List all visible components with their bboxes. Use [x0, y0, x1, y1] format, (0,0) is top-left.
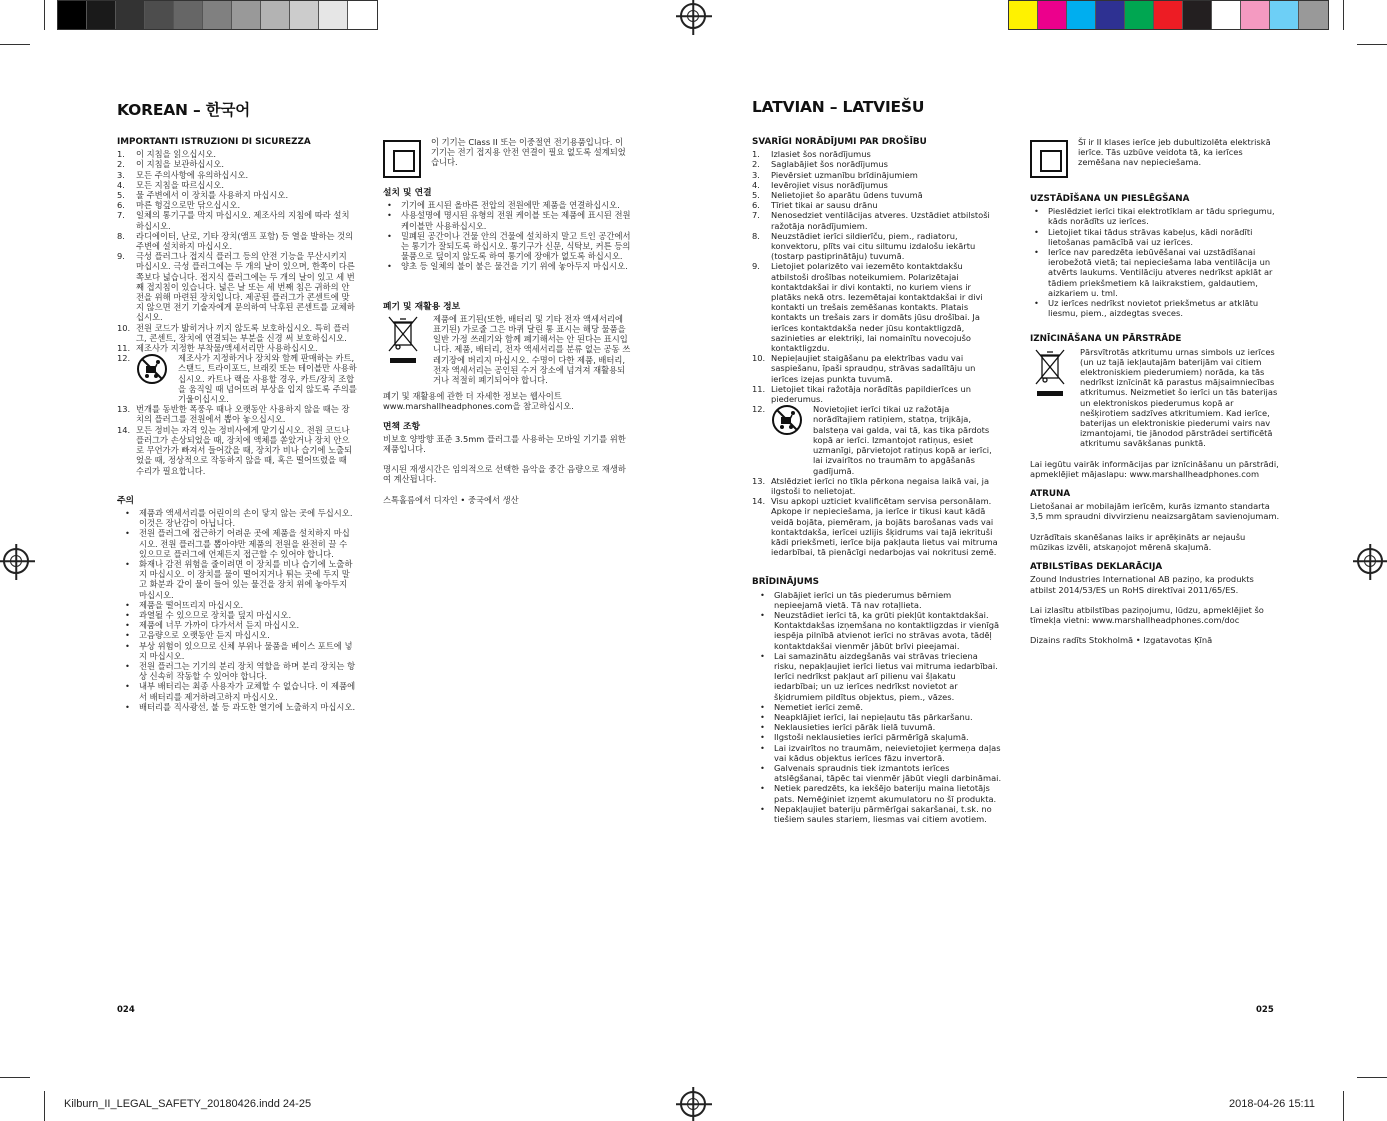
list-item [752, 159, 1002, 169]
list-number: 4. [752, 179, 760, 190]
latvian-install-list [1030, 206, 1280, 318]
list-text: Galvenais spraudnis tiek izmantots ierīces atslēgšanai, tāpēc tai vienmēr jābūt viegli darbināmai. [774, 762, 1002, 784]
list-text: Lietojiet tikai tādus strāvas kabeļus, kādi norādīti lietošanas pamācībā vai uz ierīces. [1048, 226, 1253, 247]
korean-disposal-title: 폐기 및 재활용 정보 [383, 301, 461, 312]
bullet-icon: • [125, 660, 130, 671]
color-swatch [1270, 1, 1299, 29]
list-item [125, 600, 357, 610]
crop-mark [44, 0, 45, 30]
color-swatch [319, 1, 348, 29]
latvian-column-2 [1030, 137, 1280, 645]
list-text: 제품과 액세서리를 어린이의 손이 닿지 않는 곳에 두십시오. 이것은 장난감이 아닙니다. [139, 507, 353, 529]
list-text: Nelietojiet šo aparātu ūdens tuvumā [771, 190, 923, 201]
crop-mark [44, 1091, 45, 1121]
list-text: Nepakļaujiet bateriju pārmērīgai sakaršanai, t.sk. no tiešiem saules stariem, liesmas vai citiem avotiem. [774, 803, 992, 824]
korean-disposal-block [383, 314, 633, 385]
bullet-icon: • [760, 732, 765, 743]
list-text: 화재나 감전 위험을 줄이려면 이 장치를 비나 습기에 노출하지 마십시오. 이 장치를 물이 떨어지거나 튀는 곳에 두지 말고 화분과 같이 물이 들어 있는 물건을 장치 위에 놓아두지 마십시오. [139, 558, 353, 600]
bullet-icon: • [760, 783, 765, 794]
korean-safety-list [117, 149, 357, 476]
list-text: Saglabājiet šos norādījumus [771, 159, 888, 170]
cart-tip-over-warning-icon [136, 353, 168, 385]
list-text: 물 주변에서 이 장치를 사용하지 마십시오. [136, 190, 289, 201]
class-ii-double-insulation-icon [1030, 140, 1068, 178]
list-text: Netiek paredzēts, ka iekšējo bateriju maina lietotājs pats. Nemēģiniet izņemt akumulatoru no šī produkta. [774, 783, 997, 804]
list-number: 1. [117, 149, 125, 160]
bullet-icon: • [387, 200, 392, 211]
list-text: 모든 지침을 따르십시오. [136, 179, 225, 190]
crop-mark [1357, 44, 1387, 45]
list-item [752, 476, 1002, 496]
bullet-icon: • [125, 701, 130, 712]
list-text: 제조사가 지정한 부착물/액세서리만 사용하십시오. [136, 343, 318, 354]
korean-safety-title: IMPORTANTI ISTRUZIONI DI SICUREZZA [117, 137, 311, 147]
list-text: 극성 플러그나 접지식 플러그 등의 안전 기능을 무산시키지 마십시오. 극성 플러그에는 두 개의 날이 있으며, 한쪽이 다른 쪽보다 넓습니다. 접지식 플러그에는 두 개의 날이 있고 세 번째 접지침이 있습니다. 넓은 날 또는 세 번째 침은 귀하의 안전을 위해 마련된 장치입니다. 제공된 플러그가 콘센트에 맞지 않으면 전기 기술자에게 문의하여 낙후된 콘센트를 교체하십시오. [136, 251, 355, 323]
list-number: 1. [752, 149, 760, 160]
bullet-icon: • [760, 589, 765, 600]
bullet-icon: • [1034, 206, 1039, 217]
list-item [760, 651, 1002, 702]
list-item [1034, 298, 1280, 318]
latvian-disclaimer-title: ATRUNA [1030, 489, 1071, 500]
list-number: 9. [752, 261, 760, 272]
crop-mark [0, 44, 30, 45]
list-item [752, 190, 1002, 200]
bullet-icon: • [125, 620, 130, 631]
list-text: Tīriet tikai ar sausu drānu [771, 200, 878, 211]
korean-disclaimer-text2: 명시된 재생시간은 임의적으로 선택한 음악을 중간 음량으로 재생하여 계산됩니다. [383, 464, 626, 485]
list-number: 8. [752, 230, 760, 241]
list-item [752, 384, 1002, 404]
list-item [125, 681, 357, 701]
list-item [387, 231, 633, 262]
bullet-icon: • [125, 599, 130, 610]
list-item [760, 590, 1002, 610]
korean-column-1 [117, 137, 357, 712]
latvian-safety-title: SVARĪGI NORĀDĪJUMI PAR DROŠĪBU [752, 137, 927, 147]
crop-mark [1343, 0, 1344, 30]
bullet-icon: • [760, 742, 765, 753]
bullet-icon: • [125, 640, 130, 651]
list-item [125, 630, 357, 640]
registration-mark-top-icon [680, 3, 706, 29]
list-item [752, 149, 1002, 159]
list-item [1034, 206, 1280, 226]
list-text: Ierīce nav paredzēta iebūvēšanai vai uzstādīšanai ierobežotā vietā; tai nepieciešama laba ventilācija un atvērts laukums. Ventilāciju atveres nedrīkst apklāt ar tādiem priekšmetiem kā laikrakstiem, galdautiem, aizkariem u. tml. [1048, 247, 1273, 298]
list-item [117, 231, 357, 251]
crossed-out-bin-icon [383, 314, 423, 363]
list-text: 기기에 표시된 올바른 전압의 전원에만 제품을 연결하십시오. [401, 200, 620, 211]
list-item [752, 231, 1002, 262]
list-number: 11. [752, 383, 766, 394]
color-swatch [1299, 1, 1328, 29]
latvian-page-number: 025 [1256, 1005, 1274, 1015]
list-item [125, 610, 357, 620]
list-number: 3. [117, 169, 125, 180]
list-text: 고음량으로 오랫동안 듣지 마십시오. [139, 630, 270, 641]
list-text: Pieslēdziet ierīci tikai elektrotīklam ar tādu spriegumu, kāds norādīts uz ierīces. [1048, 206, 1275, 227]
bullet-icon: • [125, 609, 130, 620]
bullet-icon: • [1034, 247, 1039, 258]
list-item [125, 559, 357, 600]
color-swatch [290, 1, 319, 29]
color-swatch [1125, 1, 1154, 29]
list-item [760, 610, 1002, 651]
list-item [760, 702, 1002, 712]
latvian-disposal-more: Lai iegūtu vairāk informācijas par iznīcināšanu un pārstrādi, apmeklējiet mājaslapu: www.marshallheadphones.com [1030, 458, 1279, 479]
list-text: Lai izvairītos no traumām, neievietojiet ķermeņa daļas vai kādus objektus ierīces fāzu invertorā. [774, 742, 1001, 763]
korean-install-list [383, 200, 633, 271]
list-text: Novietojiet ierīci tikai uz ražotāja norādītajiem ratiņiem, statņa, trijkāja, balsteņa vai galda, vai tā, kas tika pārdots kopā ar ierīci. Izmantojot ratiņus, esiet uzmanīgi, pārvietojot ratiņus kopā ar ierīci, lai izvairītos no traumām to apgāšanās gadījumā. [813, 404, 992, 476]
list-text: Neklausieties ierīci pārāk lielā tuvumā. [774, 722, 936, 733]
list-text: Neapklājiet ierīci, lai nepieļautu tās pārkaršanu. [774, 711, 973, 722]
latvian-conformity-title: ATBILSTĪBAS DEKLARĀCIJA [1030, 562, 1163, 573]
color-swatch [58, 1, 87, 29]
list-item [125, 620, 357, 630]
list-number: 11. [117, 343, 131, 354]
latvian-warnings-title: BRĪDINĀJUMS [752, 577, 820, 588]
list-item [117, 425, 357, 476]
korean-caution-list [117, 508, 357, 712]
list-text: 과열될 수 있으므로 장치를 덮지 마십시오. [139, 609, 292, 620]
color-swatch [203, 1, 232, 29]
list-number: 13. [752, 475, 766, 486]
crop-mark [1343, 1091, 1344, 1121]
list-item [752, 180, 1002, 190]
cart-tip-over-warning-icon [771, 404, 803, 436]
list-text: Atslēdziet ierīci no tīkla pērkona negaisa laikā vai, ja ilgstoši to nelietojat. [771, 475, 990, 496]
korean-disclaimer-text1: 비보호 양방향 표준 3.5mm 플러그를 사용하는 모바일 기기를 위한 제품입니다. [383, 433, 626, 455]
list-text: 이 지침을 읽으십시오. [136, 149, 217, 160]
latvian-disposal-block [1030, 347, 1280, 449]
latvian-class2-text: Šī ir II klases ierīce jeb dubultizolēta elektriskā ierīce. Tās uzbūve veidota tā, ka ierīces zemēšana nav nepieciešama. [1078, 137, 1271, 168]
korean-column-2 [383, 137, 633, 505]
list-item [760, 712, 1002, 722]
bullet-icon: • [125, 681, 130, 692]
list-item [125, 661, 357, 681]
color-swatch [87, 1, 116, 29]
list-item [387, 210, 633, 230]
list-text: Izlasiet šos norādījumus [771, 149, 871, 160]
bullet-icon: • [125, 528, 130, 539]
latvian-disclaimer-text2: Uzrādītais skanēšanas laiks ir aprēķināts ar nejaušu mūzikas izvēli, atskaņojot mērenā skaļumā. [1030, 531, 1246, 552]
bullet-icon: • [125, 558, 130, 569]
korean-class2-text: 이 기기는 Class II 또는 이중절연 전기용품입니다. 이 기기는 전기 접지용 안전 연결이 필요 없도록 설계되었습니다. [431, 137, 626, 168]
list-text: Lai samazinātu aizdegšanās vai strāvas trieciena risku, nepakļaujiet ierīci lietus vai mitruma iedarbībai. Ierīci nedrīkst pakļaut arī pilienu vai šļakatu iedarbībai; un uz ierīces nedrīkst novietot ar šķidrumiem pildītus objektus, piem., vāzes. [774, 650, 998, 702]
korean-install-title: 설치 및 연결 [383, 188, 432, 198]
korean-page-title: KOREAN – 한국어 [117, 101, 251, 119]
list-number: 9. [117, 251, 125, 262]
list-text: 양초 등 일체의 불이 붙은 물건을 기기 위에 놓아두지 마십시오. [401, 261, 628, 272]
list-number: 8. [117, 230, 125, 241]
list-text: 부상 위험이 있으므로 신체 부위나 물품을 베이스 포트에 넣지 마십시오. [139, 640, 353, 661]
list-text: 일체의 통기구를 막지 마십시오. 제조사의 지침에 따라 설치하십시오. [136, 210, 350, 231]
bullet-icon: • [760, 609, 765, 620]
list-text: 번개를 동반한 폭풍우 때나 오랫동안 사용하지 않을 때는 장치의 플러그를 전원에서 뽑아 놓으십시오. [136, 404, 350, 425]
crossed-out-bin-icon [1030, 347, 1070, 396]
color-swatch [1009, 1, 1038, 29]
list-item [117, 343, 357, 353]
list-item [752, 261, 1002, 353]
list-item [117, 159, 357, 169]
list-item [387, 200, 633, 210]
list-item [117, 404, 357, 424]
list-text: 배터리를 직사광선, 불 등 과도한 열기에 노출하지 마십시오. [139, 701, 356, 712]
latvian-install-title: UZSTĀDĪŠANA UN PIESLĒGŠANA [1030, 194, 1190, 204]
list-item [752, 496, 1002, 557]
list-number: 2. [752, 159, 760, 170]
list-item [117, 353, 357, 404]
color-swatch [261, 1, 290, 29]
list-text: Glabājiet ierīci un tās piederumus bērniem nepieejamā vietā. Tā nav rotaļlieta. [774, 589, 952, 610]
list-item [117, 180, 357, 190]
list-number: 6. [117, 200, 125, 211]
list-item [752, 404, 1002, 475]
latvian-page-title: LATVIAN – LATVIEŠU [752, 98, 925, 116]
list-text: Uz ierīces nedrīkst novietot priekšmetus ar atklātu liesmu, piem., aizdegtas sveces. [1048, 298, 1259, 319]
korean-disposal-more: 폐기 및 재활용에 관한 더 자세한 정보는 웹사이트 www.marshallheadphones.com을 참고하십시오. [383, 391, 574, 412]
list-item [117, 149, 357, 159]
list-text: 전원 코드가 밟히거나 끼지 않도록 보호하십시오. 특히 플러그, 콘센트, 장치에 연결되는 부분을 신경 써 보호하십시오. [136, 322, 350, 343]
bullet-icon: • [760, 650, 765, 661]
latvian-disposal-text: Pārsvītrotās atkritumu urnas simbols uz ierīces (un uz tajā iekļautajām baterijām vai citiem elektroniskiem piederumiem) norāda, ka tās nedrīkst iznīcināt kā parastus mājsaimniecības atkritumus. Neizmetiet šo ierīci un tās baterijas un elektroniskos piederumus kopā ar nešķirotiem sadzīves atkritumiem. Kad ierīce, baterijas un elektroniskie piederumi vairs nav izmantojami, tie jānodod pārstrādei sertificētā atkritumu savākšanas punktā. [1080, 346, 1278, 449]
list-number: 10. [752, 353, 766, 364]
korean-disclaimer-title: 면책 조항 [383, 421, 421, 432]
bullet-icon: • [387, 261, 392, 272]
latvian-design-origin: Dizains radīts Stokholmā • Izgatavotas Ķīnā [1030, 635, 1213, 646]
korean-design-origin: 스톡홀름에서 디자인 • 중국에서 생산 [383, 494, 519, 505]
list-number: 10. [117, 322, 131, 333]
list-text: Nemetiet ierīci zemē. [774, 701, 863, 712]
korean-disposal-text: 제품에 표기된(또한, 배터리 및 기타 전자 액세서리에 표기된) 가로줄 그은 바퀴 달린 통 표시는 해당 물품을 일반 가정 쓰레기와 함께 폐기해서는 안 된다는 표시입니다. 제품, 배터리, 전자 액세서리를 분류 없는 공동 쓰레기장에 버리지 마십시오. 수명이 다한 제품, 배터리, 전자 액세서리는 공인된 수거 장소에 넘겨져 재활용되거나 적절히 폐기되어야 합니다. [433, 313, 631, 386]
list-number: 6. [752, 200, 760, 211]
korean-class2-block [383, 137, 633, 178]
list-number: 12. [752, 404, 766, 415]
list-text: Neuzstādiet ierīci tā, ka grūti piekļūt kontaktdakšai. Kontaktdakšas izņemšana no kontaktligzdas ir vienīgā iespēja pilnībā atvienot ierīci no strāvas avota, tādēļ kontaktdakšai vienmēr jābūt brīvi pieejamai. [774, 609, 1000, 651]
list-text: 전원 플러그에 접근하기 어려운 곳에 제품을 설치하지 마십시오. 전원 플러그를 뽑아야만 제품의 전원을 완전히 끌 수 있으므로 플러그에 언제든지 접근할 수 있어야 합니다. [139, 528, 350, 559]
list-item [760, 722, 1002, 732]
list-number: 12. [117, 353, 131, 364]
print-timestamp: 2018-04-26 15:11 [1229, 1098, 1316, 1110]
registration-mark-right-icon [1357, 548, 1383, 574]
latvian-safety-list [752, 149, 1002, 557]
list-item [752, 210, 1002, 230]
list-text: 사용설명에 명시된 유형의 전원 케이블 또는 제품에 표시된 전원 케이블만 사용하십시오. [401, 210, 631, 231]
list-text: 이 지침을 보관하십시오. [136, 159, 225, 170]
list-text: 모든 정비는 자격 있는 정비사에게 맡기십시오. 전원 코드나 플러그가 손상되었을 때, 장치에 액체를 쏟았거나 장치 안으로 무언가가 빠져서 들어갔을 때, 장치가 비나 습기에 노출되었을 때, 정상적으로 작동하지 않을 때, 혹은 떨어뜨렸을 때 수리가 필요합니다. [136, 424, 353, 476]
list-text: 제조사가 지정하거나 장치와 함께 판매하는 카트, 스탠드, 트라이포드, 브래킷 또는 테이블만 사용하십시오. 카트나 랙을 사용할 경우, 카트/장치 조합을 움직일 때 넘어뜨려 부상을 입지 않도록 주의를 기울이십시오. [178, 353, 357, 405]
bullet-icon: • [760, 701, 765, 712]
color-swatch [1183, 1, 1212, 29]
list-text: 전원 플러그는 기기의 분리 장치 역할을 하며 분리 장치는 항상 신속히 작동할 수 있어야 합니다. [139, 660, 356, 682]
color-swatch [145, 1, 174, 29]
list-number: 14. [117, 424, 131, 435]
list-item [1034, 227, 1280, 247]
list-text: 밀폐된 공간이나 건물 안의 건물에 설치하지 말고 트인 공간에서는 통기가 잘되도록 하십시오. 통기구가 신문, 식탁보, 커튼 등의 물품으로 덮이지 않도록 하여 통기에 장애가 없도록 하십시오. [401, 230, 631, 262]
list-item [752, 170, 1002, 180]
latvian-disposal-title: IZNĪCINĀŠANA UN PĀRSTRĀDE [1030, 334, 1182, 345]
list-text: 제품에 너무 가까이 다가서서 듣지 마십시오. [139, 620, 300, 631]
list-number: 7. [752, 210, 760, 221]
list-item [1034, 247, 1280, 298]
color-swatch [348, 1, 377, 29]
list-number: 3. [752, 169, 760, 180]
korean-page-number: 024 [117, 1005, 135, 1015]
indd-file-slug: Kilburn_II_LEGAL_SAFETY_20180426.indd 24-25 [64, 1098, 312, 1110]
list-item [117, 170, 357, 180]
list-text: 제품을 떨어뜨리지 마십시오. [139, 599, 244, 610]
list-text: Nenosedziet ventilācijas atveres. Uzstādiet atbilstoši ražotāja norādījumiem. [771, 210, 990, 231]
list-item [752, 353, 1002, 384]
color-swatch [116, 1, 145, 29]
latvian-warnings-list [752, 590, 1002, 825]
list-number: 14. [752, 496, 766, 507]
color-swatch [1154, 1, 1183, 29]
registration-mark-left-icon [3, 548, 29, 574]
list-item [117, 251, 357, 322]
bullet-icon: • [1034, 226, 1039, 237]
list-item [125, 641, 357, 661]
bullet-icon: • [125, 630, 130, 641]
bullet-icon: • [1034, 298, 1039, 309]
list-number: 2. [117, 159, 125, 170]
latvian-disclaimer-text1: Lietošanai ar mobilajām ierīcēm, kurās izmanto standarta 3,5 mm spraudni divvirzienu neaizsargātam savienojumam. [1030, 501, 1280, 522]
list-number: 13. [117, 404, 131, 415]
latvian-conformity-text1: Zound Industries International AB paziņo, ka produkts atbilst 2014/53/ES un RoHS direktīvai 2011/65/ES. [1030, 574, 1254, 595]
list-item [117, 190, 357, 200]
list-item [125, 508, 357, 528]
list-item [117, 200, 357, 210]
registration-mark-bottom-icon [680, 1091, 706, 1117]
latvian-conformity-text2: Lai izlasītu atbilstības paziņojumu, lūdzu, apmeklējiet šo tīmekļa vietni: www.marshallheadphones.com/doc [1030, 604, 1264, 625]
list-text: Visu apkopi uzticiet kvalificētam servisa personālam. Apkope ir nepieciešama, ja ierīce ir tikusi kaut kādā veidā bojāta, piemēram, ja bojāts barošanas vads vai kontaktdakša, ierīcei uzlijis šķidrums vai tajā iekrituši kādi priekšmeti, ierīce bija pakļauta lietus vai mitruma iedarbībai, tā pienācīgi nedarbojas vai nokritusi zemē. [771, 496, 998, 558]
color-swatch [174, 1, 203, 29]
latvian-class2-block [1030, 137, 1280, 178]
list-text: Nepieļaujiet staigāšanu pa elektrības vadu vai saspiešanu, īpaši spraudņu, strāvas sadalītāju un ierīces izejas punkta tuvumā. [771, 353, 976, 384]
list-item [387, 261, 633, 271]
bullet-icon: • [760, 722, 765, 733]
list-text: Lietojiet polarizēto vai iezemēto kontaktdakšu atbilstoši drošības noteikumiem. Polarizētajai kontaktdakšai ir divi kontakti, no kuriem viens ir platāks nekā otrs. Iezemētajai kontaktdakšai ir divi kontakti un trešais zemēšanas kontakts. Platais kontakts un trešais zars ir domāts jūsu drošībai. Ja ierīces kontaktdakša neder jūsu kontaktligzdā, sazinieties ar elektriķi, lai nomainītu novecojušo kontaktligzdu. [771, 261, 983, 354]
list-item [760, 732, 1002, 742]
list-item [752, 200, 1002, 210]
color-swatch [1067, 1, 1096, 29]
list-text: Ilgstoši neklausieties ierīci pārmērīgā skaļumā. [774, 732, 969, 743]
crop-mark [1357, 1077, 1387, 1078]
color-swatch [232, 1, 261, 29]
list-number: 4. [117, 179, 125, 190]
bullet-icon: • [760, 711, 765, 722]
list-item [760, 783, 1002, 803]
list-text: Lietojiet tikai ražotāja norādītās papildierīces un piederumus. [771, 383, 971, 405]
grayscale-color-bar [57, 0, 378, 30]
class-ii-double-insulation-icon [383, 140, 421, 178]
color-swatch [1038, 1, 1067, 29]
list-item [760, 743, 1002, 763]
bullet-icon: • [760, 762, 765, 773]
color-swatch [1241, 1, 1270, 29]
latvian-column-1 [752, 137, 1002, 824]
list-item [117, 210, 357, 230]
list-item [117, 323, 357, 343]
list-text: Ievērojiet visus norādījumus [771, 179, 888, 190]
bullet-icon: • [387, 230, 392, 241]
list-number: 5. [752, 190, 760, 201]
crop-mark [0, 1077, 30, 1078]
bullet-icon: • [125, 507, 130, 518]
list-item [125, 528, 357, 559]
list-text: Neuzstādiet ierīci sildierīču, piem., radiatoru, konvektoru, plīts vai citu siltumu izdalošu iekārtu (tostarp pastiprinātāju) tuvumā. [771, 230, 976, 262]
list-text: Pievērsiet uzmanību brīdinājumiem [771, 169, 918, 180]
process-color-bar [1008, 0, 1329, 30]
list-item [125, 702, 357, 712]
list-text: 라디에이터, 난로, 기타 장치(앰프 포함) 등 열을 발하는 것의 주변에 설치하지 마십시오. [136, 230, 354, 252]
korean-caution-title: 주의 [117, 495, 134, 506]
list-number: 7. [117, 210, 125, 221]
list-number: 5. [117, 190, 125, 201]
list-text: 내부 배터리는 최종 사용자가 교체할 수 없습니다. 이 제품에서 배터리를 제거하려고하지 마십시오. [139, 681, 356, 702]
list-text: 마른 헝겊으로만 닦으십시오. [136, 200, 241, 211]
color-swatch [1096, 1, 1125, 29]
color-swatch [1212, 1, 1241, 29]
list-item [760, 804, 1002, 824]
list-text: 모든 주의사항에 유의하십시오. [136, 169, 249, 180]
list-item [760, 763, 1002, 783]
bullet-icon: • [387, 210, 392, 221]
bullet-icon: • [760, 803, 765, 814]
